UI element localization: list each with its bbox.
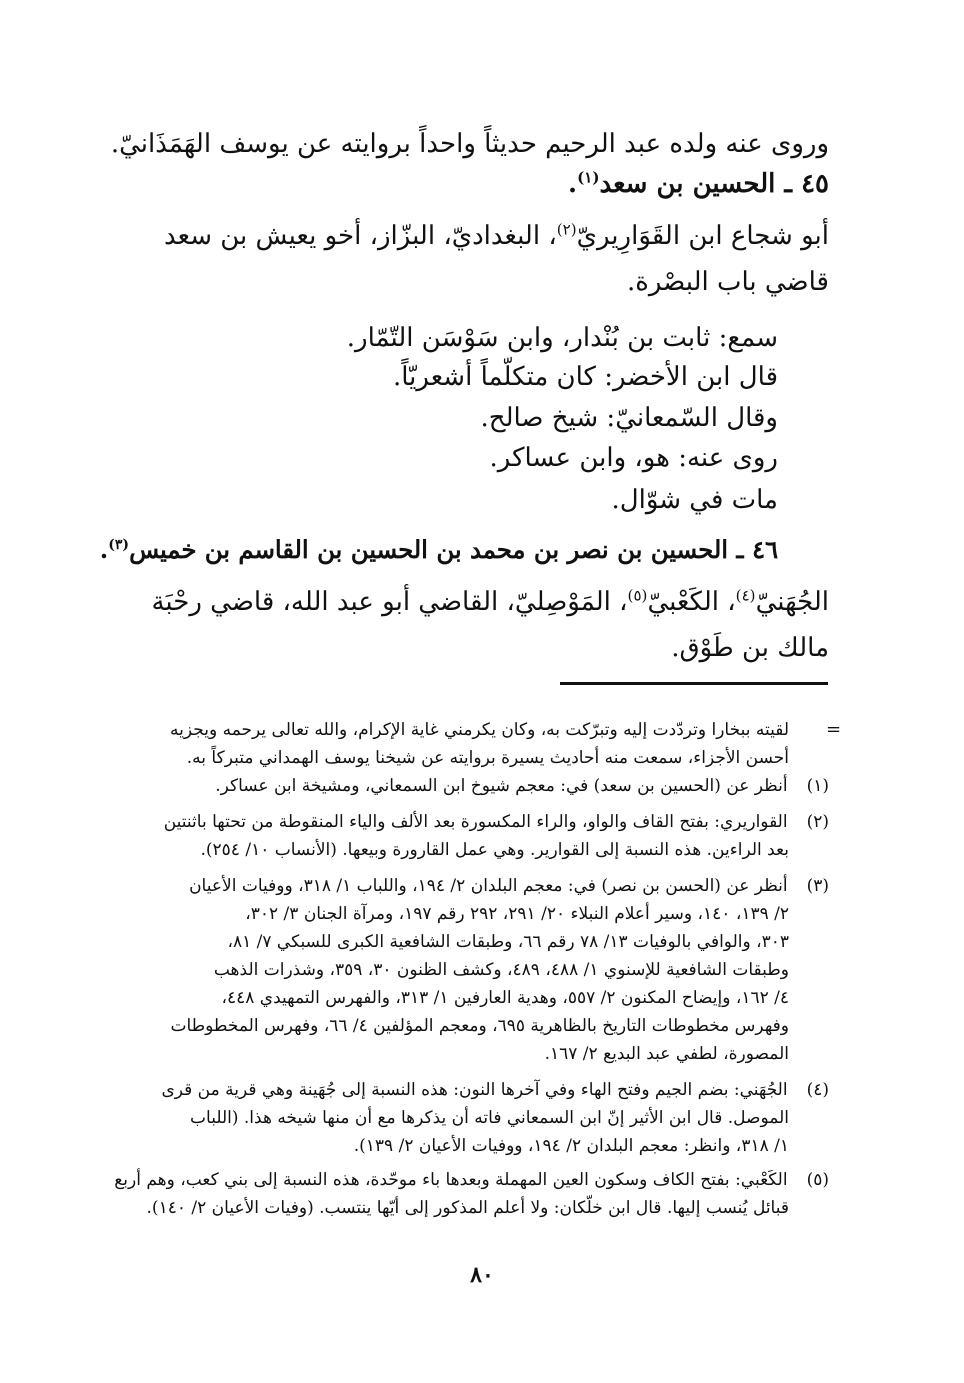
body-line-9 — [611, 480, 778, 520]
footnote-2 — [164, 808, 829, 836]
footnote-3 — [189, 872, 829, 900]
footnote-3-line-6 — [170, 1012, 789, 1040]
footnote-4 — [161, 1076, 829, 1104]
entry-45-heading — [568, 164, 829, 204]
footnote-text: ٣٠٣، والوافي بالوفيات ١٣/ ٧٨ رقم ٦٦، وطبقات الشافعية الكبرى للسبكي ٧/ ٨١، — [227, 932, 789, 952]
footnote-3-line-7 — [545, 1040, 789, 1068]
footnote-text: ٢/ ١٣٩، ١٤٠، وسير أعلام النبلاء ٢٠/ ٢٩١، ٢٩٢ رقم ١٩٧، ومرآة الجنان ٣/ ٣٠٢، — [245, 904, 789, 924]
body-text: قاضي باب البصْرة. — [626, 267, 829, 297]
entry-title: ٤٥ ـ الحسين بن سعد — [599, 169, 829, 199]
footnote-3-line-3 — [227, 928, 789, 956]
footnote-number: (١) — [806, 776, 829, 796]
entry-title: ٤٦ ـ الحسين بن نصر بن محمد بن الحسين بن القاسم بن خميس — [129, 535, 778, 564]
page-number: ٨٠ — [470, 1262, 494, 1288]
footnote-text: أنظر عن (الحسين بن سعد) في: معجم شيوخ ابن السمعاني، ومشيخة ابن عساكر. — [215, 776, 788, 796]
footnote-text: الجُهَني: بضم الجيم وفتح الهاء وفي آخرها النون: هذه النسبة إلى جُهَينة وهي قرية من قرى — [161, 1080, 788, 1100]
body-text: مالك بن طَوْق. — [671, 633, 829, 663]
footnote-text: الكَعْبي: بفتح الكاف وسكون العين المهملة وبعدها باء موحّدة، هذه النسبة إلى بني كعب، وهم أربع — [114, 1170, 788, 1190]
body-line-8 — [489, 438, 778, 478]
footnote-3-line-2 — [245, 900, 789, 928]
footnote-text: وطبقات الشافعية للإسنوي ١/ ٤٨٨، ٤٨٩، وكشف الظنون ٣٠، ٣٥٩، وشذرات الذهب — [213, 960, 789, 980]
footnote-text: أحسن الأجزاء، سمعت منه أحاديث يسيرة بروايته عن شيخنا يوسف الهمداني متبركاً به. — [186, 748, 789, 768]
footnote-text: ٤/ ١٦٢، وإيضاح المكنون ٢/ ٥٥٧، وهدية العارفين ١/ ٣١٣، والفهرس التمهيدي ٤٤٨، — [221, 988, 789, 1008]
continuation-mark: = — [826, 719, 842, 740]
footnote-text: قبائل يُنسب إليها. قال ابن خلّكان: ولا أعلم المذكور إلى أيّها ينتسب. (وفيات الأعيان ٢/ ١٤٠). — [146, 1198, 789, 1218]
footnote-text: وفهرس مخطوطات التاريخ بالظاهرية ٦٩٥، ومعجم المؤلفين ٤/ ٦٦، وفهرس المخطوطات — [170, 1016, 789, 1036]
body-text: ، البغداديّ، البزّاز، أخو يعيش بن سعد — [164, 221, 557, 251]
body-text: وروى عنه ولده عبد الرحيم حديثاً واحداً بروايته عن يوسف الهَمَذَانيّ. — [110, 129, 829, 159]
footnote-number: (٢) — [806, 812, 829, 832]
body-line-5 — [347, 318, 778, 358]
body-text: الجُهَنيّ — [755, 587, 829, 617]
body-text: أبو شجاع ابن القَوَارِيريّ — [576, 221, 829, 251]
body-text: ، الكَعْبيّ — [647, 587, 736, 617]
footnote-number: (٥) — [806, 1170, 829, 1190]
footnote-number: (٣) — [806, 876, 829, 896]
footnote-ref-4[interactable]: (٤) — [735, 586, 756, 605]
body-line-12 — [671, 628, 829, 668]
entry-46-heading — [100, 530, 778, 570]
body-line-7 — [481, 398, 778, 438]
footnote-4-line-3 — [354, 1132, 789, 1160]
body-line-4 — [627, 262, 829, 302]
footnote-text: أنظر عن (الحسن بن نصر) في: معجم البلدان ٢/ ١٩٤، واللباب ١/ ٣١٨، ووفيات الأعيان — [189, 876, 788, 896]
footnote-5 — [114, 1166, 829, 1194]
footnote-text: ١/ ٣١٨، وانظر: معجم البلدان ٢/ ١٩٤، ووفيات الأعيان ٢/ ١٣٩). — [353, 1136, 789, 1156]
footnote-number: (٤) — [806, 1080, 829, 1100]
body-line-11 — [151, 582, 829, 622]
footnote-ref-2[interactable]: (٢) — [556, 220, 577, 239]
footnote-3-line-4 — [214, 956, 789, 984]
footnote-text: القواريري: بفتح القاف والواو، والراء المكسورة بعد الألف والياء المنقوطة من تحتها باثنتين — [163, 812, 788, 832]
entry-end: . — [568, 169, 578, 199]
body-line-6 — [393, 357, 778, 397]
body-text: روى عنه: هو، وابن عساكر. — [489, 443, 778, 473]
body-text: سمع: ثابت بن بُنْدار، وابن سَوْسَن التّمّار. — [346, 323, 778, 353]
footnote-ref-3[interactable]: (٣) — [108, 536, 130, 553]
body-text: وقال السّمعانيّ: شيخ صالح. — [480, 403, 778, 433]
footnote-text: المصورة، لطفي عبد البديع ٢/ ١٦٧. — [544, 1044, 789, 1064]
footnote-separator — [560, 682, 828, 685]
body-line-3 — [164, 216, 829, 256]
body-line-1 — [111, 124, 829, 164]
body-text: مات في شوّال. — [611, 485, 778, 515]
footnote-2-line-2 — [200, 836, 789, 864]
body-text: قال ابن الأخضر: كان متكلّماً أشعريّاً. — [393, 362, 778, 392]
footnote-1 — [215, 772, 829, 800]
footnote-ref-5[interactable]: (٥) — [627, 586, 648, 605]
footnote-continued-line-2 — [187, 744, 789, 772]
footnote-text: لقيته ببخارا وتردّدت إليه وتبرّكت به، وكان يكرمني غاية الإكرام، والله تعالى يرحمه ويجزيه — [170, 720, 789, 740]
body-text: ، المَوْصِليّ، القاضي أبو عبد الله، قاضي رحْبَة — [151, 587, 628, 617]
footnote-3-line-5 — [221, 984, 789, 1012]
footnote-5-line-2 — [147, 1194, 789, 1222]
footnote-ref-1[interactable]: (١) — [577, 168, 600, 187]
footnote-text: بعد الراءين. هذه النسبة إلى القوارير. وهي عمل القارورة وبيعها. (الأنساب ١٠/ ٢٥٤). — [200, 840, 789, 860]
footnote-4-line-2 — [190, 1104, 789, 1132]
entry-end: . — [99, 535, 109, 564]
footnote-text: الموصل. قال ابن الأثير إنّ ابن السمعاني فاته أن يذكرها مع أن منها شيخه هذا. (اللباب — [190, 1108, 789, 1128]
footnote-continued-line-1 — [170, 716, 789, 744]
